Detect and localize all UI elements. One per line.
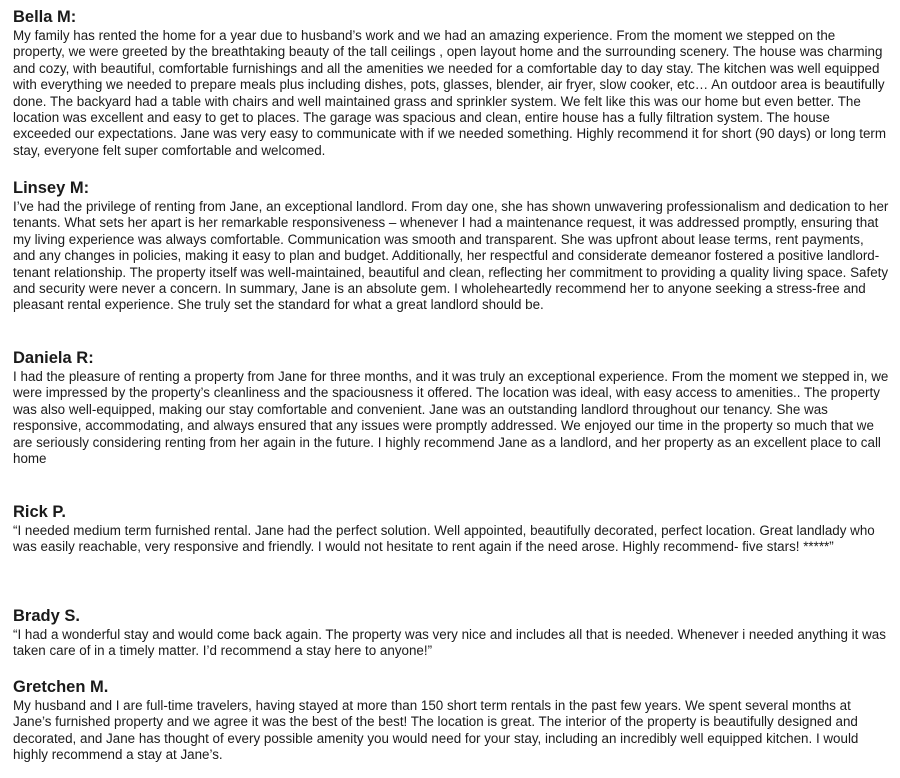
review-text: My husband and I are full-time travelers, having stayed at more than 150 short term rentals in the past few years. We spent several months at Jane’s furnished property and we agree it was the best of the best! The location is great. The interior of the property is beautifully designed and decorated, and Jane has thought of every possible amenity you would need for your stay, including an incredibly well equipped kitchen. I would highly recommend a stay at Jane’s. bbox=[13, 698, 859, 763]
review-bella bbox=[13, 7, 889, 159]
review-brady bbox=[13, 606, 889, 660]
reviewer-name: Brady S. bbox=[13, 607, 80, 625]
review-gretchen bbox=[13, 677, 889, 764]
review-text: My family has rented the home for a year due to husband’s work and we had an amazing experience. From the moment we stepped on the property, we were greeted by the breathtaking beauty of the tall ceilings , open layout home and the surrounding scenery. The house was charming and cozy, with beautiful, comfortable furnishings and all the amenities we needed for a comfortable day to day stay. The kitchen was well equipped with everything we needed to prepare meals plus including dishes, pots, glasses, blender, air fryer, slow cooker, etc… An outdoor area is beautifully done. The backyard had a table with chairs and well maintained grass and sprinkler system. We felt like this was our home but even better. The location was excellent and easy to get to places. The garage was spacious and clean, entire house has a fully filtration system. The house exceeded our expectations. Jane was very easy to communicate with if we needed something. Highly recommend it for short (90 days) or long term stay, everyone felt super comfortable and welcomed. bbox=[13, 28, 887, 158]
reviewer-name: Gretchen M. bbox=[13, 678, 109, 696]
review-linsey bbox=[13, 178, 889, 314]
review-text: “I had a wonderful stay and would come back again. The property was very nice and includes all that is needed. Whenever i needed anything it was taken care of in a timely matter. I’d recommend a stay here to anyone!” bbox=[13, 627, 886, 659]
reviewer-name: Rick P. bbox=[13, 503, 66, 521]
reviewer-name: Linsey M: bbox=[13, 179, 90, 197]
review-daniela bbox=[13, 348, 889, 467]
review-text: I’ve had the privilege of renting from Jane, an exceptional landlord. From day one, she has shown unwavering professionalism and dedication to her tenants. What sets her apart is her remarkable responsiveness – whenever I had a maintenance request, it was addressed promptly, ensuring that my living experience was always comfortable. Communication was smooth and transparent. She was upfront about lease terms, rent payments, and any changes in policies, making it easy to plan and budget. Additionally, her respectful and considerate demeanor fostered a positive landlord-tenant relationship. The property itself was well-maintained, beautiful and clean, reflecting her commitment to providing a quality living space. Safety and security were never a concern. In summary, Jane is an absolute gem. I wholeheartedly recommend her to anyone seeking a stress-free and pleasant rental experience. She truly set the standard for what a great landlord should be. bbox=[13, 199, 889, 313]
review-text: I had the pleasure of renting a property from Jane for three months, and it was truly an exceptional experience. From the moment we stepped in, we were impressed by the property’s cleanliness and the spaciousness it offered. The location was ideal, with easy access to amenities.. The property was also well-equipped, making our stay comfortable and convenient. Jane was an outstanding landlord throughout our tenancy. She was responsive, accommodating, and always ensured that any issues were promptly addressed. We enjoyed our time in the property so much that we are seriously considering renting from her again in the future. I highly recommend Jane as a landlord, and her property as an excellent place to call home bbox=[13, 369, 889, 467]
review-rick bbox=[13, 502, 889, 556]
review-text: “I needed medium term furnished rental. Jane had the perfect solution. Well appointed, beautifully decorated, perfect location. Great landlady who was easily reachable, very responsive and friendly. I would not hesitate to rent again if the need arose. Highly recommend- five stars! *****” bbox=[13, 523, 875, 555]
reviewer-name: Daniela R: bbox=[13, 349, 94, 367]
reviewer-name: Bella M: bbox=[13, 8, 77, 26]
